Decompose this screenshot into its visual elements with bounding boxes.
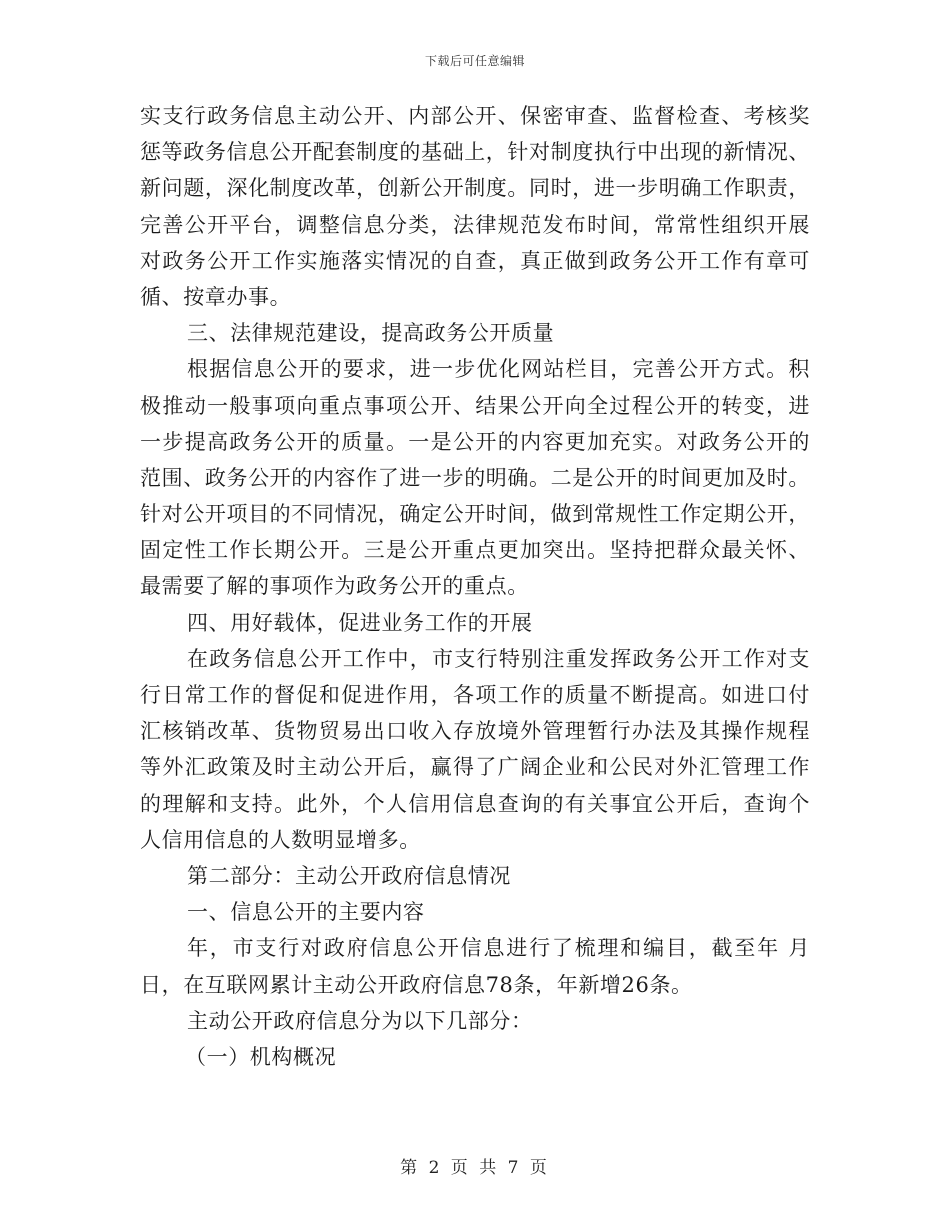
body-line: 人信用信息的人数明显增多。 [140,827,421,852]
section-heading: 四、用好载体，促进业务工作的开展 [187,610,533,635]
body-line: 年，市支行对政府信息公开信息进行了梳理和编目，截至年 月 [187,936,810,961]
body-line: 极推动一般事项向重点事项公开、结果公开向全过程公开的转变，进 [140,393,810,418]
body-line: 对政务公开工作实施落实情况的自查，真正做到政务公开工作有章可 [140,248,810,273]
part-heading: 第二部分：主动公开政府信息情况 [187,863,511,888]
body-line: 行日常工作的督促和促进作用，各项工作的质量不断提高。如进口付 [140,683,810,707]
body-line: 固定性工作长期公开。三是公开重点更加突出。坚持把群众最关怀、 [140,538,810,563]
body-line: 的理解和支持。此外，个人信用信息查询的有关事宜公开后，查询个 [140,791,810,816]
section-heading: 三、法律规范建设，提高政务公开质量 [187,321,555,346]
body-line: 实支行政务信息主动公开、内部公开、保密审查、监督检查、考核奖 [140,104,810,128]
document-body [140,98,810,1075]
page-number-footer: 第 2 页 共 7 页 [400,1158,550,1178]
body-line: 等外汇政策及时主动公开后，赢得了广阔企业和公民对外汇管理工作 [140,755,810,780]
body-line: 汇核销改革、货物贸易出口收入存放境外管理暂行办法及其操作规程 [140,719,810,744]
body-line: 最需要了解的事项作为政务公开的重点。 [140,574,529,599]
body-line: 完善公开平台，调整信息分类，法律规范发布时间，常常性组织开展 [140,212,810,237]
page-header-note: 下载后可任意编辑 [424,54,525,68]
body-line: 日，在互联网累计主动公开政府信息78条，年新增26条。 [140,972,693,997]
body-line: 一步提高政务公开的质量。一是公开的内容更加充实。对政务公开的 [140,429,810,454]
body-line: 针对公开项目的不同情况，确定公开时间，做到常规性工作定期公开， [140,502,810,527]
subsection-heading: （一）机构概况 [185,1044,337,1069]
body-line: 主动公开政府信息分为以下几部分： [187,1008,533,1033]
body-line: 范围、政务公开的内容作了进一步的明确。二是公开的时间更加及时。 [140,465,810,490]
body-line: 在政务信息公开工作中，市支行特别注重发挥政务公开工作对支 [187,646,810,671]
section-heading: 一、信息公开的主要内容 [187,900,425,925]
body-line: 根据信息公开的要求，进一步优化网站栏目，完善公开方式。积 [187,357,810,382]
body-line: 新问题，深化制度改革，创新公开制度。同时，进一步明确工作职责， [140,176,810,201]
body-line: 循、按章办事。 [140,284,292,309]
body-line: 惩等政务信息公开配套制度的基础上，针对制度执行中出现的新情况、 [140,140,810,165]
